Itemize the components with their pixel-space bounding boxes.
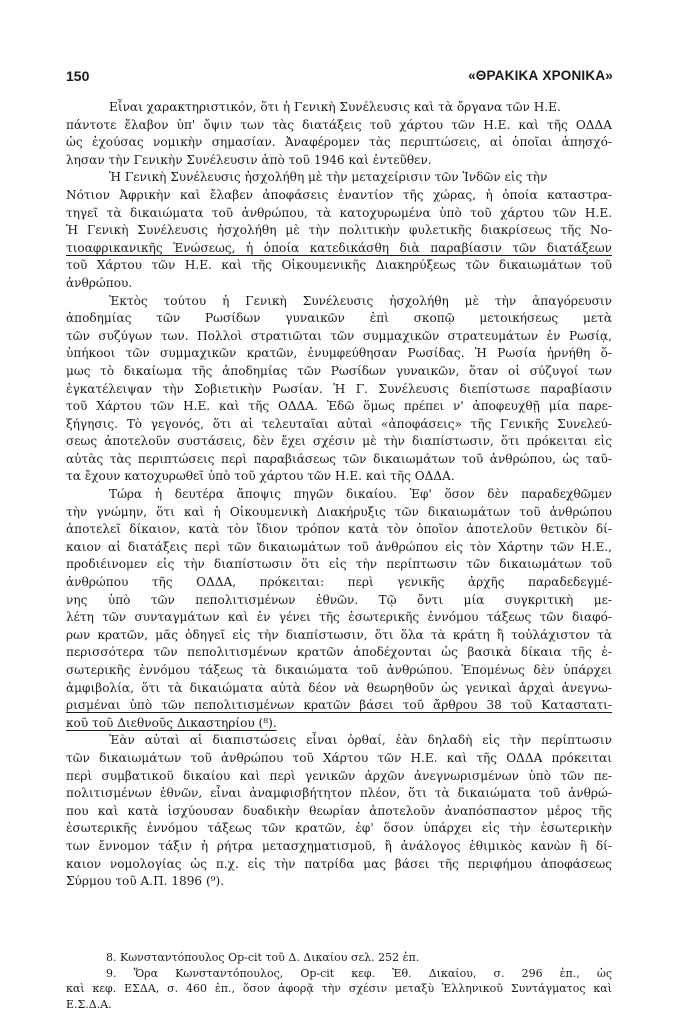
text-line: ρων κρατῶν, μᾶς ὁδηγεῖ εἰς τὴν διαπίστωσιν, ὅτι ὅλα τὰ κράτη ἢ τοὐλάχιστον τὰ: [66, 627, 612, 642]
text-line: αὐτὰς τὰς περιπτώσεις περὶ παραβιάσεως τῶν δικαιωμάτων τοῦ ἀνθρώπου, ὡς ταῦ-: [66, 451, 612, 466]
text-line: καιον αἱ διατάξεις περὶ τῶν δικαιωμάτων τοῦ ἀνθρώπου εἰς τὸν Χάρτην τῶν Η.Ε.,: [66, 539, 612, 554]
body-text: [66, 99, 612, 891]
text-line: Εἶναι χαρακτηριστικόν, ὅτι ἡ Γενικὴ Συνέλευσις καὶ τὰ ὄργανα τῶν Η.Ε.: [109, 100, 561, 114]
page-number: 150: [66, 68, 90, 84]
text-line: σεως ἀποτελοῦν συστάσεις, δὲν ἔχει σχέσιν μὲ τὴν διαπίστωσιν, ὅτι πρόκειται εἰς: [66, 434, 612, 449]
text-line: περὶ συμβατικοῦ δικαίου καὶ περὶ γενικῶν ἀρχῶν ἀνεγνωρισμένων ὑπὸ τῶν πε-: [66, 768, 612, 783]
text-line: που καὶ κατὰ ἰσχύουσαν δυαδικὴν θεωρίαν ἀποτελοῦν ἀναπόσπαστον μέρος τῆς: [66, 803, 612, 818]
text-line: ἀποδημίας τῶν Ρωσίδων γυναικῶν ἐπὶ σκοπῷ μετοικήσεως μετὰ: [66, 311, 612, 326]
text-line: ἀνθρώπου τῆς ΟΔΔΑ, πρόκειται: περὶ γενικῆς ἀρχῆς παραδεδεγμέ-: [66, 575, 612, 590]
text-line: λησαν τὴν Γενικὴν Συνέλευσιν ἀπὸ τοῦ 1946 καὶ ἐντεῦθεν.: [66, 152, 432, 167]
text-line: τῶν συζύγων των. Πολλοὶ στρατιῶται τῶν συμμαχικῶν στρατευμάτων ἐν Ρωσίᾳ,: [66, 328, 612, 343]
text-line: ἀμφιβολία, ὅτι τὰ δικαιώματα αὐτὰ δέον νὰ θεωρηθοῦν ὡς γενικαὶ ἀρχαὶ ἀνεγνω-: [66, 680, 612, 695]
text-line: τηγεῖ τὰ δικαιώματα τοῦ ἀνθρώπου, τὰ κατοχυρωμένα ὑπὸ τοῦ χάρτου τῶν Η.Ε.: [66, 205, 612, 220]
text-line: σωτερικῆς ἐννόμου τάξεως τὰ δικαιώματα τοῦ ἀνθρώπου. Ἑπομένως δὲν ὑπάρχει: [66, 663, 612, 677]
text-line: Νότιον Ἀφρικὴν καὶ ἔλαβεν ἀποφάσεις ἐναντίον τῆς χώρας, ἡ ὁποία καταστρα-: [66, 187, 612, 202]
text-line: πολιτισμένων ἐθνῶν, εἶναι ἀναμφισβήτητον πλέον, ὅτι τὰ δικαιώματα τοῦ ἀνθρώ-: [66, 786, 612, 801]
text-line: νης ὑπὸ τῶν πεπολιτισμένων ἐθνῶν. Τῷ ὄντι μία συγκριτικὴ με-: [66, 592, 612, 607]
page-header: [66, 68, 613, 88]
text-line: καιον νομολογίας ὡς π.χ. εἰς τὴν πατρίδα μας βάσει τῆς περιφήμου ἀποφάσεως: [66, 856, 612, 871]
text-line: τὴν γνώμην, ὅτι καὶ ἡ Οἰκουμενικὴ Διακήρυξις τῶν δικαιωμάτων τοῦ ἀνθρώπου: [66, 504, 612, 519]
text-line: τιοαφρικανικῆς Ἑνώσεως, ἡ ὁποία κατεδικάσθη διὰ παραβίασιν τῶν διατάξεων: [66, 240, 612, 255]
footnotes: [66, 950, 612, 1012]
text-line: ἀποτελεῖ δίκαιον, κατὰ τὸν ἴδιον τρόπον κατὰ τὸν ὁποῖον ἀποτελοῦν θετικὸν δί-: [66, 522, 612, 537]
text-line: ρισμέναι ὑπὸ τῶν πεπολιτισμένων κρατῶν βάσει τοῦ ἄρθρου 38 τοῦ Καταστατι-: [66, 698, 612, 713]
text-line: περισσότερα τῶν πεπολιτισμένων κρατῶν ἀποδέχονται ὡς βασικὰ δίκαια τῆς ἐ-: [66, 645, 612, 660]
text-line: λέτη τῶν συνταγμάτων καὶ ἐν γένει τῆς ἐσωτερικῆς ἐννόμου τάξεως τῶν διαφό-: [66, 610, 612, 625]
text-line: τα ἔχουν κατοχυρωθεῖ ὑπὸ τοῦ χάρτου τῶν Η.Ε. καὶ τῆς ΟΔΔΑ.: [66, 469, 455, 484]
text-line: ὡς ἐχούσας νομικὴν σημασίαν. Ἀναφέρομεν τὰς περιπτώσεις, αἱ ὁποῖαι ἀπησχό-: [66, 135, 612, 150]
text-line: Ἐὰν αὐταὶ αἱ διαπιστώσεις εἶναι ὀρθαί, ἐὰν δηλαδὴ εἰς τὴν περίπτωσιν: [109, 733, 612, 748]
text-line: ἐγκατέλειψαν τὴν Σοβιετικὴν Ρωσίαν. Ἡ Γ. Συνέλευσις διεπίστωσε παραβίασιν: [66, 381, 612, 396]
text-line: Ἡ Γενικὴ Συνέλευσις ἠσχολήθη μὲ τὴν μεταχείρισιν τῶν Ἰνδῶν εἰς τὴν: [109, 170, 548, 185]
text-line: ὑπήκοοι τῶν συμμαχικῶν κρατῶν, ἐνυμφεύθησαν Ρωσίδας. Ἡ Ρωσία ἠρνήθη ὅ-: [66, 346, 612, 361]
text-line: τοῦ Χάρτου τῶν Η.Ε. καὶ τῆς ΟΔΔΑ. Ἐδῶ ὅμως πρέπει ν' ἀποφευχθῇ μία παρε-: [66, 399, 612, 414]
footnote-line: 9. Ὅρα Κωνσταντόπουλος, Op-cit κεφ. Ἐθ. Δικαίου, σ. 296 ἐπ., ὡς: [106, 966, 612, 980]
footnote-line: καὶ κεφ. ΕΣΔΑ, σ. 460 ἐπ., ὅσον ἀφορᾷ τὴν σχέσιν μεταξὺ Ἑλληνικοῦ Συντάγματος καὶ: [66, 982, 612, 995]
text-line: ξήγησις. Τὸ γεγονός, ὅτι αἱ τελευταῖαι αὐταὶ «ἀποφάσεις» τῆς Γενικῆς Συνελεύ-: [66, 416, 612, 431]
text-line: ἐσωτερικῆς ἐννόμου τάξεως τῶν κρατῶν, ἐφ' ὅσον ὑπάρχει εἰς τὴν ἐσωτερικὴν: [66, 821, 612, 836]
text-line: κοῦ τοῦ Διεθνοῦς Δικαστηρίου (⁸).: [66, 715, 277, 730]
text-line: προδιέινομεν εἰς τὴν διαπίστωσιν ὅτι εἰς τὴν περίπτωσιν τῶν δικαιωμάτων τοῦ: [66, 557, 612, 572]
text-line: τῶν δικαιωμάτων τοῦ ἀνθρώπου τοῦ Χάρτου τῶν Η.Ε. καὶ τῆς ΟΔΔΑ πρόκειται: [66, 750, 612, 765]
text-line: των ἔννομον τάξιν ἡ ρήτρα μετασχηματισμοῦ, ἢ ἀνάλογος ἐθιμικὸς κανὼν ἢ δί-: [66, 838, 612, 853]
text-line: Ἐκτὸς τούτου ἡ Γενικὴ Συνέλευσις ἠσχολήθη μὲ τὴν ἀπαγόρευσιν: [109, 293, 612, 308]
text-line: ἀνθρώπου.: [66, 275, 133, 290]
text-line: Ἡ Γενικὴ Συνέλευσις ἠσχολήθη μὲ τὴν πολιτικὴν φυλετικῆς διακρίσεως τῆς Νο-: [66, 223, 612, 238]
text-line: Σύρμου τοῦ Α.Π. 1896 (⁹).: [66, 874, 225, 889]
text-line: Τώρα ἡ δευτέρα ἄποψις πηγῶν δικαίου. Ἐφ' ὅσον δὲν παραδεχθῶμεν: [109, 487, 612, 502]
text-line: μως τὸ δικαίωμα τῆς ἀποδημίας τῶν Ρωσίδων γυναικῶν, ὅταν οἱ σύζυγοί των: [66, 363, 612, 378]
running-title: «ΘΡΑΚΙΚΑ ΧΡΟΝΙΚΑ»: [468, 68, 613, 83]
footnote-line: 8. Κωνσταντόπουλος Op-cit τοῦ Δ. Δικαίου σελ. 252 ἐπ.: [106, 951, 420, 964]
footnote-line: Ε.Σ.Δ.Α.: [66, 997, 112, 1011]
text-line: πάντοτε ἔλαβον ὑπ' ὄψιν των τὰς διατάξεις τοῦ χάρτου τῶν Η.Ε. καὶ τῆς ΟΔΔΑ: [66, 117, 612, 132]
text-line: τοῦ Χάρτου τῶν Η.Ε. καὶ τῆς Οἰκουμενικῆς Διακηρύξεως τῶν δικαιωμάτων τοῦ: [66, 258, 612, 273]
